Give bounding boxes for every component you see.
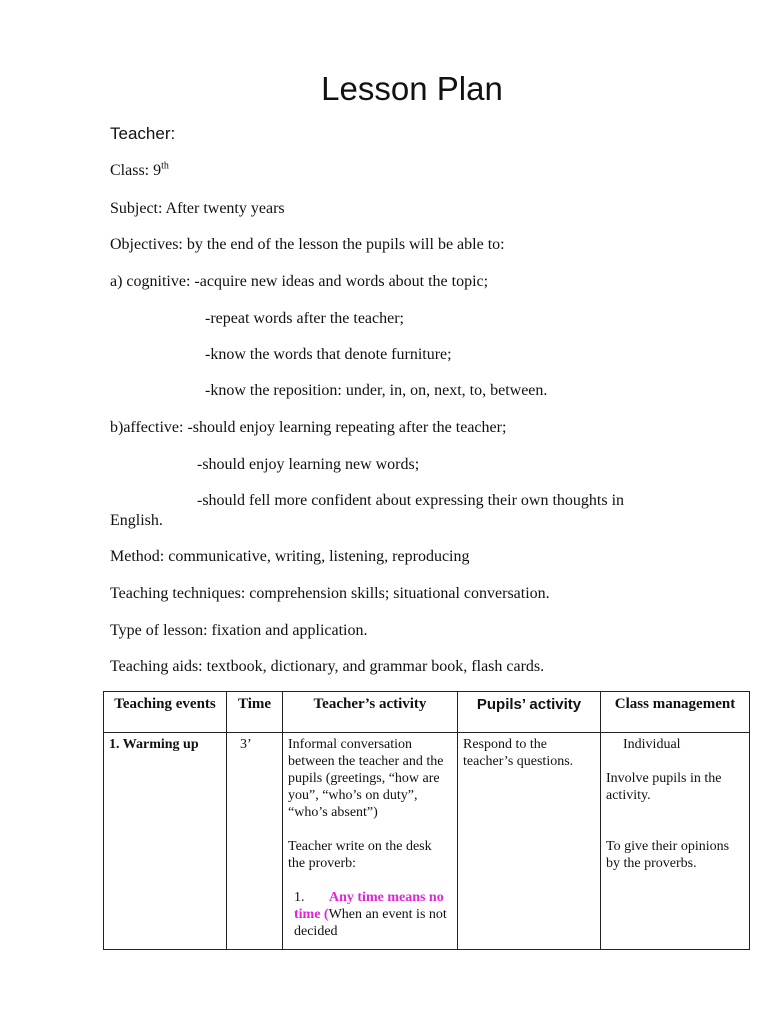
teacher-activity-text: Teacher write on the desk the proverb: <box>288 839 432 871</box>
proverb-explanation: When an event is not decided <box>294 907 447 939</box>
lesson-plan-table <box>103 691 750 950</box>
cognitive-item: -know the reposition: under, in, on, next, to, between. <box>205 382 548 399</box>
cell-teacher-activity <box>283 733 458 950</box>
class-superscript: th <box>161 160 169 172</box>
proverb-list-item <box>288 889 452 940</box>
list-number: 1. <box>294 890 305 905</box>
objectives-line: Objectives: by the end of the lesson the pupils will be able to: <box>110 236 505 253</box>
subject-line: Subject: After twenty years <box>110 200 285 217</box>
header-teacher-activity: Teacher’s activity <box>283 692 458 733</box>
affective-line: b)affective: -should enjoy learning repeating after the teacher; <box>110 419 507 436</box>
cognitive-line: a) cognitive: -acquire new ideas and words about the topic; <box>110 273 489 290</box>
management-text: To give their opinions by the proverbs. <box>606 839 730 871</box>
cell-class-management <box>601 733 750 950</box>
proverb-highlight: Any time means no time ( <box>294 890 444 922</box>
header-time: Time <box>227 692 283 733</box>
lesson-type-line: Type of lesson: fixation and application. <box>110 622 368 639</box>
header-class-management: Class management <box>601 692 750 733</box>
teacher-label: Teacher: <box>110 124 176 143</box>
method-line: Method: communicative, writing, listening, reproducing <box>110 548 470 565</box>
table-header-row <box>104 692 750 733</box>
affective-item: -should fell more confident about expressing their own thoughts in <box>197 492 625 509</box>
header-teaching-events: Teaching events <box>104 692 227 733</box>
affective-item-continuation: English. <box>110 512 163 529</box>
class-line <box>110 162 169 180</box>
affective-item: -should enjoy learning new words; <box>197 456 420 473</box>
cognitive-item: -repeat words after the teacher; <box>205 310 404 327</box>
management-text: Individual <box>623 737 681 752</box>
teaching-aids-line: Teaching aids: textbook, dictionary, and grammar book, flash cards. <box>110 658 545 675</box>
cognitive-item: -know the words that denote furniture; <box>205 346 452 363</box>
management-text: Involve pupils in the activity. <box>606 771 722 803</box>
table-row <box>104 733 750 950</box>
teacher-activity-text: Informal conversation between the teacher and the pupils (greetings, “how are you”, “who’s on duty”, “who’s absent”) <box>288 737 444 820</box>
cell-time: 3’ <box>227 733 283 950</box>
cell-teaching-event: 1. Warming up <box>104 733 227 950</box>
cell-pupils-activity: Respond to the teacher’s questions. <box>458 733 601 950</box>
techniques-line: Teaching techniques: comprehension skills; situational conversation. <box>110 585 550 602</box>
header-pupils-activity: Pupils’ activity <box>458 692 601 733</box>
class-text: Class: 9 <box>110 162 162 179</box>
page-title: Lesson Plan <box>321 70 503 107</box>
